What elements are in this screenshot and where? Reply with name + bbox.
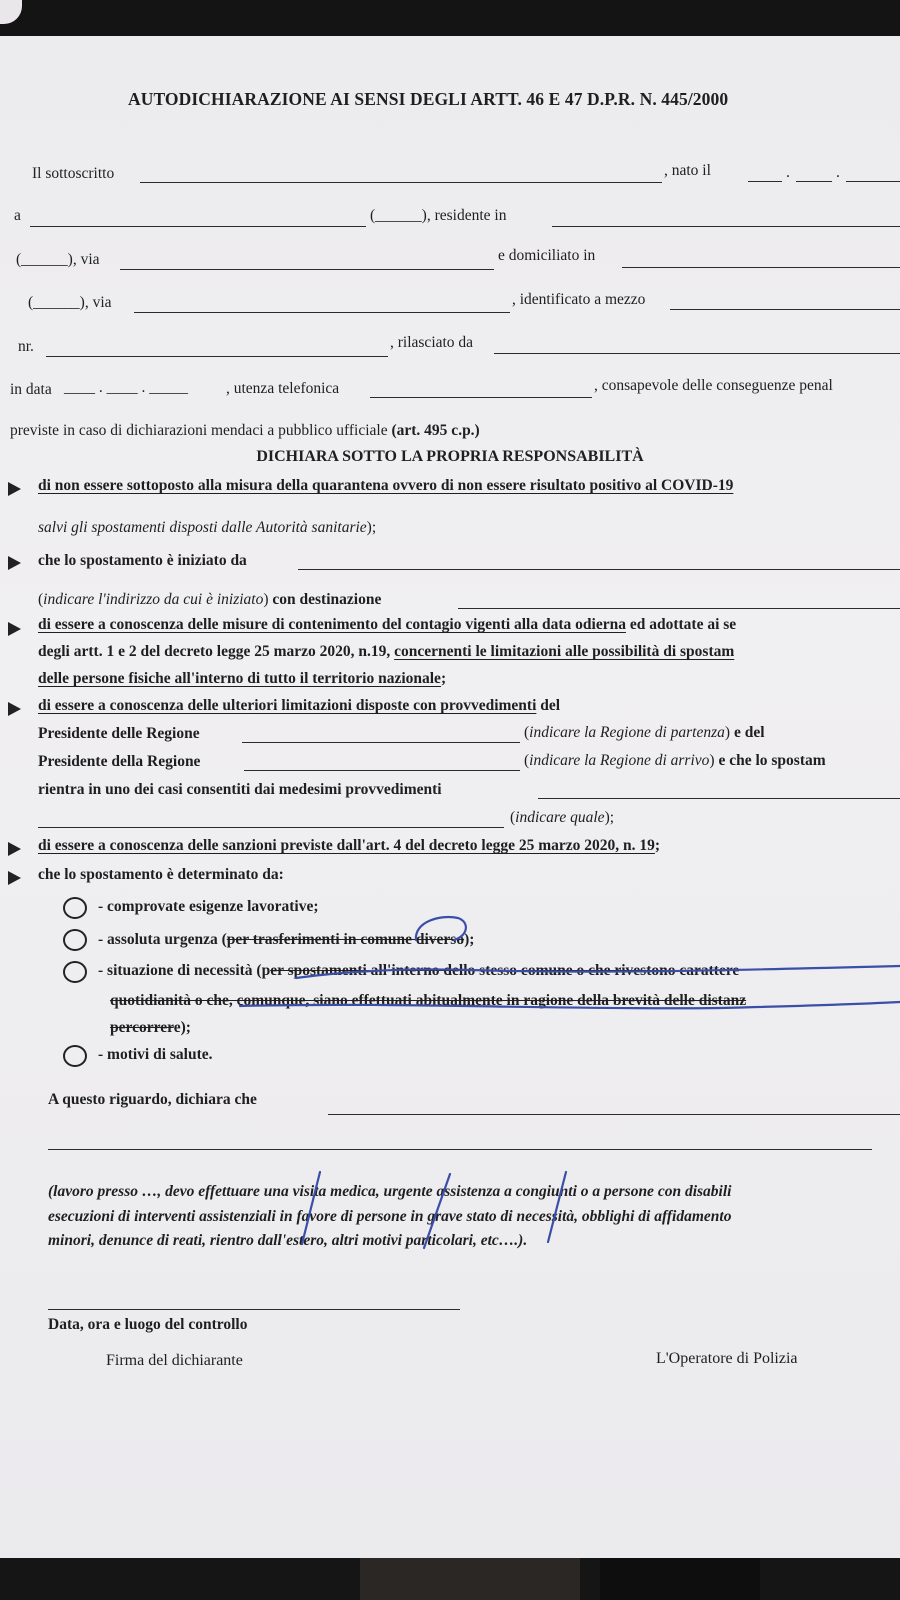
option-salute: - motivi di salute. <box>98 1046 213 1063</box>
form-title: AUTODICHIARAZIONE AI SENSI DEGLI ARTT. 46 E 47 D.P.R. N. 445/2000 <box>128 89 729 109</box>
field-birth-month[interactable] <box>796 181 832 182</box>
field-destination[interactable] <box>458 608 900 609</box>
examples-line-1: (lavoro presso …, devo effettuare una visita medica, urgente assistenza a congiunti o a persone con disabili <box>48 1183 732 1200</box>
field-residence[interactable] <box>552 226 900 227</box>
label-via: (______), via <box>16 251 100 268</box>
date-dot: . <box>836 164 840 181</box>
field-birth-day[interactable] <box>748 181 782 182</box>
option-urgenza: - assoluta urgenza (per trasferimenti in comune diverso); <box>98 931 475 948</box>
label-a: a <box>14 207 21 224</box>
checkbox-necessita[interactable] <box>63 961 87 983</box>
checkbox-urgenza[interactable] <box>63 929 87 951</box>
label-utenza: , utenza telefonica <box>226 380 340 397</box>
field-domicile-street[interactable] <box>134 312 510 313</box>
field-residence-street[interactable] <box>120 269 494 270</box>
background-floor <box>360 1558 580 1600</box>
field-riguardo-2[interactable] <box>48 1149 872 1150</box>
note-quale: (indicare quale); <box>510 809 615 826</box>
bullet-quarantena-cont: salvi gli spostamenti disposti dalle Autorità sanitarie); <box>38 519 377 536</box>
field-controllo[interactable] <box>48 1309 460 1310</box>
field-issued-by[interactable] <box>494 353 900 354</box>
label-residente: (______), residente in <box>370 207 507 224</box>
top-dark-edge <box>0 0 900 40</box>
field-issue-date[interactable]: ____ . ____ . _____ <box>64 379 188 396</box>
option-lavoro: - comprovate esigenze lavorative; <box>98 898 319 915</box>
label-nato-il: , nato il <box>664 162 711 179</box>
bullet-arrow-icon <box>8 556 21 570</box>
declaration-heading: DICHIARA SOTTO LA PROPRIA RESPONSABILITÀ <box>256 448 644 465</box>
bullet-arrow-icon <box>8 482 21 496</box>
bullet-arrow-icon <box>8 702 21 716</box>
label-rientra: rientra in uno dei casi consentiti dai medesimi provvedimenti <box>38 781 442 798</box>
option-necessita: - situazione di necessità (per spostamenti all'interno dello stesso comune o che rivestono carattere <box>98 962 740 979</box>
background-shadow <box>600 1558 760 1600</box>
label-domiciliato: e domiciliato in <box>498 247 596 264</box>
field-riguardo-1[interactable] <box>328 1114 900 1115</box>
bottom-dark-edge <box>0 1558 900 1600</box>
bullet-misure: di essere a conoscenza delle misure di contenimento del contagio vigenti alla data odierna ed adottate ai se <box>38 616 737 633</box>
note-region-end: (indicare la Regione di arrivo) e che lo spostam <box>524 752 826 769</box>
label-presidente-partenza: Presidente delle Regione <box>38 725 200 742</box>
field-document-type[interactable] <box>670 309 900 310</box>
form-paper <box>0 36 900 1560</box>
label-firma-dichiarante: Firma del dichiarante <box>106 1352 243 1369</box>
field-provvedimento[interactable] <box>538 798 900 799</box>
label-previste: previste in caso di dichiarazioni mendaci a pubblico ufficiale (art. 495 c.p.) <box>10 422 480 439</box>
checkbox-lavoro[interactable] <box>63 897 87 919</box>
bullet-arrow-icon <box>8 842 21 856</box>
examples-line-2: esecuzioni di interventi assistenziali in favore di persone in grave stato di necessità, obblighi di affidamento <box>48 1208 732 1225</box>
option-necessita-l3: percorrere); <box>110 1019 191 1036</box>
label-nr: nr. <box>18 338 34 355</box>
note-region-start: (indicare la Regione di partenza) e del <box>524 724 765 741</box>
field-provvedimento-2[interactable] <box>38 827 504 828</box>
bullet-limitazioni: di essere a conoscenza delle ulteriori limitazioni disposte con provvedimenti del <box>38 697 561 714</box>
bullet-inizio: che lo spostamento è iniziato da <box>38 552 247 569</box>
label-sottoscritto: Il sottoscritto <box>32 165 115 182</box>
field-name-line[interactable] <box>140 182 662 183</box>
bullet-arrow-icon <box>8 622 21 636</box>
bullet-inizio-note: (indicare l'indirizzo da cui è iniziato) con destinazione <box>38 591 382 608</box>
option-necessita-l2: quotidianità o che, comunque, siano effettuati abitualmente in ragione della brevità delle distanz <box>110 992 747 1009</box>
field-phone[interactable] <box>370 397 592 398</box>
label-consapevole: , consapevole delle conseguenze penal <box>594 377 833 394</box>
bullet-sanzioni: di essere a conoscenza delle sanzioni previste dall'art. 4 del decreto legge 25 marzo 2020, n. 19; <box>38 837 661 854</box>
bullet-motivo: che lo spostamento è determinato da: <box>38 866 284 883</box>
label-riguardo: A questo riguardo, dichiara che <box>48 1091 257 1108</box>
label-operatore-polizia: L'Operatore di Polizia <box>656 1350 798 1367</box>
date-dot: . <box>786 164 790 181</box>
label-rilasciato: , rilasciato da <box>390 334 474 351</box>
field-region-end[interactable] <box>244 770 520 771</box>
label-controllo: Data, ora e luogo del controllo <box>48 1316 248 1333</box>
field-region-start[interactable] <box>242 742 520 743</box>
bullet-misure-l2: degli artt. 1 e 2 del decreto legge 25 marzo 2020, n.19, concernenti le limitazioni alle possibilità di spostam <box>38 643 735 660</box>
checkbox-salute[interactable] <box>63 1045 87 1067</box>
field-birth-year[interactable] <box>846 181 900 182</box>
field-domicile[interactable] <box>622 267 900 268</box>
bullet-arrow-icon <box>8 871 21 885</box>
label-presidente-arrivo: Presidente della Regione <box>38 753 201 770</box>
examples-line-3: minori, denunce di reati, rientro dall'estero, altri motivi particolari, etc….). <box>48 1232 528 1249</box>
label-via-2: (______), via <box>28 294 112 311</box>
field-document-number[interactable] <box>46 356 388 357</box>
field-birthplace[interactable] <box>30 226 366 227</box>
bullet-quarantena: di non essere sottoposto alla misura della quarantena ovvero di non essere risultato positivo al COVID-19 <box>38 477 734 494</box>
paper-corner <box>0 0 22 24</box>
field-start-address[interactable] <box>298 569 900 570</box>
label-in-data: in data <box>10 381 52 398</box>
label-identificato: , identificato a mezzo <box>512 291 646 308</box>
bullet-misure-l3: delle persone fisiche all'interno di tutto il territorio nazionale; <box>38 670 447 687</box>
